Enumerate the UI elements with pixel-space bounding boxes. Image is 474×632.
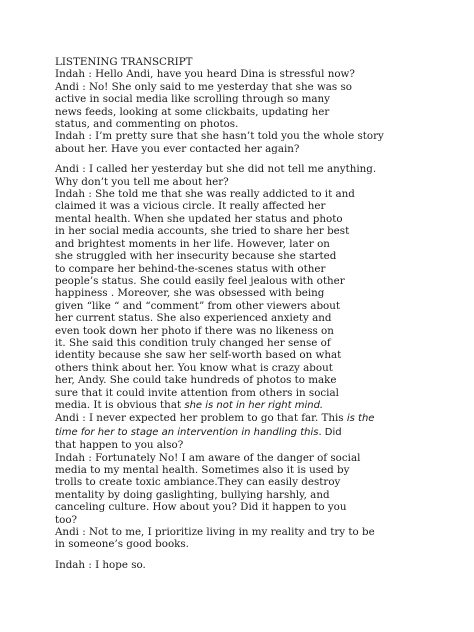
transcript-line: trolls to create toxic ambiance.They can easily destroy (55, 476, 341, 489)
transcript-line: identity because she saw her self-worth based on what (55, 349, 342, 362)
line-text: . Did (318, 426, 342, 438)
transcript-line: to compare her behind-the-scenes status with other (55, 262, 326, 275)
transcript-line: mental health. When she updated her status and photo (55, 212, 343, 225)
transcript-line: she struggled with her insecurity because she started (55, 250, 337, 263)
transcript-line: Why don’t you tell me about her? (55, 175, 229, 188)
transcript-line: it. She said this condition truly changed her sense of (55, 336, 331, 349)
transcript-title: LISTENING TRANSCRIPT (55, 56, 193, 68)
italic-text: she is not in her right mind. (184, 399, 324, 411)
transcript-line: and brightest moments in her life. However, later on (55, 237, 330, 250)
transcript-line: news feeds, looking at some clickbaits, updating her (55, 105, 330, 118)
transcript-line: Andi : Not to me, I prioritize living in my reality and try to be (55, 526, 375, 539)
transcript-line (55, 426, 465, 439)
transcript-line: in her social media accounts, she tried to share her best (55, 225, 350, 238)
transcript-line: in someone’s good books. (55, 538, 189, 551)
transcript-line: that happen to you also? (55, 439, 184, 452)
transcript-line: status, and commenting on photos. (55, 118, 239, 131)
transcript-line: given “like “ and “comment” from other viewers about (55, 299, 341, 312)
transcript-line: people’s status. She could easily feel jealous with other (55, 274, 345, 287)
transcript-line: her, Andy. She could take hundreds of photos to make (55, 374, 337, 387)
transcript-line: Indah : She told me that she was really addicted to it and (55, 188, 355, 201)
line-text: media. It is obvious that (55, 398, 185, 411)
transcript-line: others think about her. You know what is crazy about (55, 361, 333, 374)
transcript-line: happiness . Moreover, she was obsessed with being (55, 287, 325, 300)
transcript-line: her current status. She also experienced anxiety and (55, 312, 332, 325)
transcript-line (55, 412, 465, 425)
transcript-page (55, 56, 465, 571)
transcript-line (55, 399, 465, 412)
transcript-line: media to my mental health. Sometimes also it is used by (55, 464, 350, 476)
transcript-line: mentality by doing gaslighting, bullying harshly, and (55, 488, 330, 501)
transcript-line: Indah : I hope so. (55, 558, 146, 571)
transcript-line: sure that it could invite attention from others in social (55, 386, 339, 399)
italic-text: time for her to stage an intervention in handling this (55, 426, 319, 438)
italic-text: is the (346, 413, 375, 425)
paragraph-gap (55, 551, 465, 559)
transcript-line: Andi : I called her yesterday but she did not tell me anything. (55, 163, 377, 176)
transcript-line: active in social media like scrolling through so many (55, 93, 330, 106)
transcript-line: Indah : Hello Andi, have you heard Dina is stressful now? (55, 68, 355, 81)
transcript-line: even took down her photo if there was no likeness on (55, 324, 334, 337)
transcript-line: Indah : Fortunately No! I am aware of the danger of social (55, 451, 361, 464)
transcript-line: Andi : No! She only said to me yesterday that she was so (55, 80, 352, 93)
transcript-line: Indah : I’m pretty sure that she hasn’t told you the whole story (55, 130, 384, 143)
transcript-line: canceling culture. How about you? Did it happen to you (55, 501, 347, 514)
transcript-line: too? (55, 513, 78, 526)
line-text: Andi : I never expected her problem to go that far. This (55, 412, 347, 425)
paragraph-gap (55, 155, 465, 163)
transcript-line: about her. Have you ever contacted her again? (55, 142, 300, 155)
transcript-line: claimed it was a vicious circle. It really affected her (55, 200, 326, 213)
